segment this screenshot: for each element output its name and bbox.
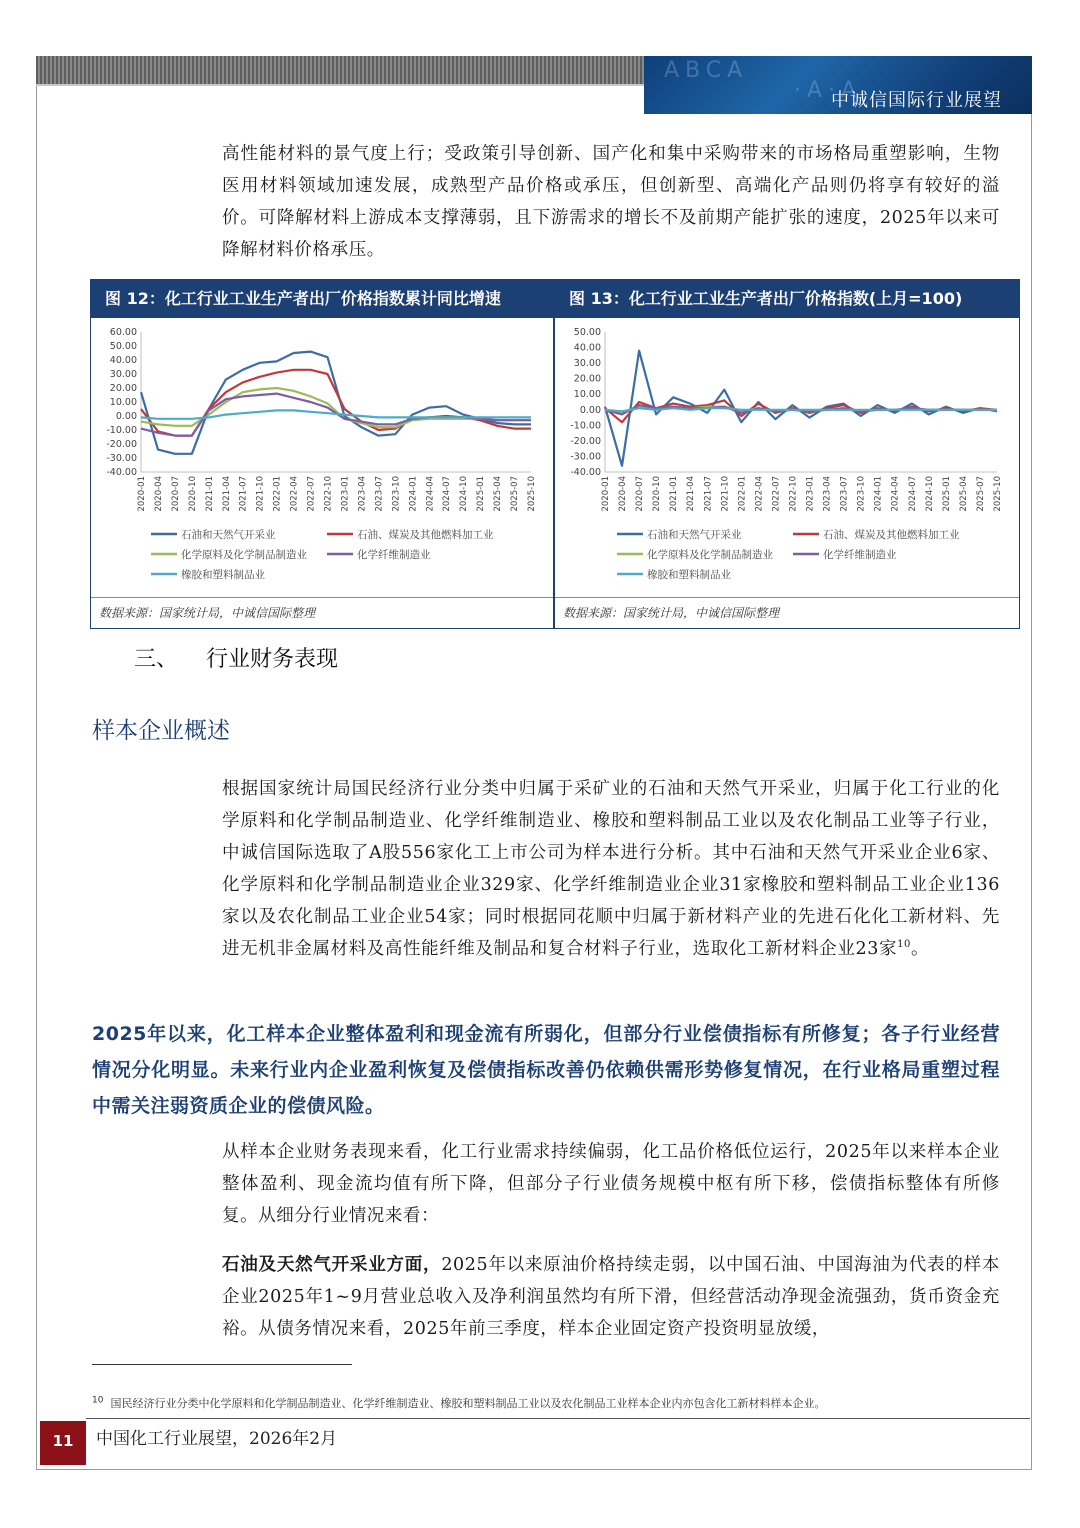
x-tick-label: 2021-10: [720, 476, 731, 512]
y-tick-label: -40.00: [570, 467, 601, 478]
x-tick-label: 2023-10: [856, 476, 867, 512]
legend-label: 石油、煤炭及其他燃料加工业: [357, 529, 494, 541]
y-tick-label: 50.00: [573, 327, 601, 338]
y-tick-label: -10.00: [570, 420, 601, 432]
figure-13-source: 数据来源：国家统计局，中诚信国际整理: [555, 597, 1019, 628]
header-stripe: [36, 56, 646, 84]
x-tick-label: 2024-07: [907, 476, 918, 512]
x-tick-label: 2025-01: [941, 476, 952, 512]
x-tick-label: 2024-07: [442, 476, 453, 512]
x-tick-label: 2023-01: [340, 476, 351, 512]
x-tick-label: 2021-04: [221, 476, 232, 512]
x-tick-label: 2023-04: [822, 476, 833, 512]
x-tick-label: 2022-10: [323, 476, 334, 512]
x-tick-label: 2020-07: [170, 476, 181, 512]
header-stripe-line: [36, 84, 646, 86]
x-tick-label: 2024-01: [408, 476, 419, 512]
x-tick-label: 2025-10: [527, 476, 537, 512]
y-tick-label: -20.00: [570, 435, 601, 447]
legend-label: 橡胶和塑料制品业: [647, 569, 731, 581]
y-tick-label: -10.00: [106, 425, 137, 436]
x-tick-label: 2022-07: [771, 476, 782, 512]
x-tick-label: 2021-01: [669, 476, 680, 512]
x-tick-label: 2020-07: [635, 476, 646, 512]
x-tick-label: 2024-10: [924, 476, 935, 512]
x-tick-label: 2021-07: [703, 476, 714, 512]
x-tick-label: 2023-07: [839, 476, 850, 512]
section-title: 行业财务表现: [206, 647, 339, 672]
figure-13: [554, 279, 1020, 629]
x-tick-label: 2020-04: [618, 476, 629, 512]
x-tick-label: 2022-07: [306, 476, 317, 512]
figure-12: [90, 279, 554, 629]
footnote-text: 国民经济行业分类中化学原料和化学制品制造业、化学纤维制造业、橡胶和塑料制品工业以及农化制品工业样本企业内亦包含化工新材料样本企业。: [110, 1397, 826, 1410]
y-tick-label: 20.00: [573, 373, 601, 385]
section-heading: [134, 642, 338, 673]
x-tick-label: 2024-01: [873, 476, 884, 512]
y-tick-label: 60.00: [109, 327, 137, 338]
x-tick-label: 2020-10: [187, 476, 198, 512]
x-tick-label: 2022-10: [788, 476, 799, 512]
header-banner: [644, 56, 1032, 114]
x-tick-label: 2024-10: [459, 476, 470, 512]
figure-12-chart: [91, 320, 553, 600]
y-tick-label: -40.00: [106, 467, 137, 478]
x-tick-label: 2020-10: [652, 476, 663, 512]
y-tick-label: 0.00: [579, 404, 601, 416]
footnote-number: 10: [92, 1395, 104, 1406]
figure-13-chart: [555, 320, 1019, 600]
legend-label: 石油和天然气开采业: [181, 529, 276, 541]
y-tick-label: 40.00: [573, 342, 601, 354]
y-tick-label: 10.00: [109, 397, 137, 408]
header-title: 中诚信国际行业展望: [831, 90, 1002, 111]
oil-gas-paragraph: [222, 1249, 1000, 1345]
legend-label: 化学原料及化学制品制造业: [647, 549, 773, 561]
x-tick-label: 2021-04: [686, 476, 697, 512]
oil-gas-lead: 石油及天然气开采业方面，: [222, 1255, 442, 1275]
x-tick-label: 2025-07: [510, 476, 521, 512]
page-header: [36, 56, 1032, 114]
x-tick-label: 2022-01: [737, 476, 748, 512]
figure-12-source: 数据来源：国家统计局，中诚信国际整理: [91, 597, 553, 628]
x-tick-label: 2025-01: [476, 476, 487, 512]
x-tick-label: 2025-07: [975, 476, 986, 512]
figure-12-title: 图 12：化工行业工业生产者出厂价格指数累计同比增速: [91, 280, 553, 318]
x-tick-label: 2022-04: [754, 476, 765, 512]
key-finding-paragraph: 2025年以来，化工样本企业整体盈利和现金流有所弱化，但部分行业偿债指标有所修复；各子行业经营情况分化明显。未来行业内企业盈利恢复及偿债指标改善仍依赖供需形势修复情况，在行业格局重塑过程中需关注弱资质企业的偿债风险。: [92, 1023, 1000, 1117]
figure-13-title: 图 13：化工行业工业生产者出厂价格指数(上月=100): [555, 280, 1019, 318]
footnote-divider: [92, 1364, 352, 1365]
y-tick-label: 50.00: [109, 341, 137, 352]
x-tick-label: 2022-04: [289, 476, 300, 512]
x-tick-label: 2023-01: [805, 476, 816, 512]
x-tick-label: 2021-01: [204, 476, 215, 512]
x-tick-label: 2020-04: [153, 476, 164, 512]
footnote: [92, 1395, 1002, 1411]
y-tick-label: 30.00: [109, 369, 137, 380]
sample-overview-text: 根据国家统计局国民经济行业分类中归属于采矿业的石油和天然气开采业，归属于化工行业的化学原料和化学制品制造业、化学纤维制造业、橡胶和塑料制品工业以及农化制品工业等子行业，中诚信国际选取了A股556家化工上市公司为样本进行分析。其中石油和天然气开采业企业6家、化学原料和化学制品制造业企业329家、化学纤维制造业企业31家橡胶和塑料制品工业企业136家以及农化制品工业企业54家；同时根据同花顺中归属于新材料产业的先进石化化工新材料、先进无机非金属材料及高性能纤维及制品和复合材料子行业，选取化工新材料企业23家: [222, 779, 1000, 959]
x-tick-label: 2023-10: [391, 476, 402, 512]
section-number: 三、: [134, 647, 179, 672]
sample-overview-end: 。: [911, 939, 930, 959]
x-tick-label: 2021-07: [238, 476, 249, 512]
x-tick-label: 2025-10: [993, 476, 1003, 512]
footnote-ref[interactable]: 10: [897, 939, 912, 951]
y-tick-label: 20.00: [109, 383, 137, 394]
footer-divider: [86, 1418, 1030, 1419]
x-tick-label: 2025-04: [958, 476, 969, 512]
legend-label: 化学原料及化学制品制造业: [181, 549, 307, 561]
y-tick-label: -30.00: [570, 451, 601, 463]
subsection-title: 样本企业概述: [92, 718, 230, 744]
intro-paragraph: 高性能材料的景气度上行；受政策引导创新、国产化和集中采购带来的市场格局重塑影响，生物医用材料领域加速发展，成熟型产品价格或承压，但创新型、高端化产品则仍将享有较好的溢价。可降解材料上游成本支撑薄弱，且下游需求的增长不及前期产能扩张的速度，2025年以来可降解材料价格承压。: [222, 144, 1000, 260]
x-tick-label: 2025-04: [493, 476, 504, 512]
legend-label: 化学纤维制造业: [357, 549, 431, 561]
x-tick-label: 2024-04: [425, 476, 436, 512]
page-number: 11: [40, 1421, 86, 1465]
footer-text: 中国化工行业展望，2026年2月: [96, 1429, 338, 1449]
legend-label: 石油、煤炭及其他燃料加工业: [823, 529, 960, 541]
x-tick-label: 2020-01: [601, 476, 611, 512]
sample-overview-paragraph: [222, 773, 1000, 965]
x-tick-label: 2021-10: [255, 476, 266, 512]
legend-label: 石油和天然气开采业: [647, 529, 742, 541]
y-tick-label: -20.00: [106, 439, 137, 450]
oil-gas-text: 2025年以来原油价格持续走弱，以中国石油、中国海油为代表的样本企业2025年1~9月营业总收入及净利润虽然均有所下滑，但经营活动净现金流强劲，货币资金充裕。从债务情况来看，2025年前三季度，样本企业固定资产投资明显放缓，: [222, 1255, 1001, 1339]
banner-decoration: ABCA: [664, 58, 749, 83]
y-tick-label: 0.00: [115, 411, 137, 422]
y-tick-label: -30.00: [106, 453, 137, 464]
y-tick-label: 30.00: [573, 358, 601, 370]
x-tick-label: 2024-04: [890, 476, 901, 512]
y-tick-label: 10.00: [573, 389, 601, 401]
legend-label: 橡胶和塑料制品业: [181, 569, 265, 581]
series-line: [141, 352, 531, 454]
x-tick-label: 2020-01: [137, 476, 147, 512]
x-tick-label: 2023-04: [357, 476, 368, 512]
y-tick-label: 40.00: [109, 355, 137, 366]
legend-label: 化学纤维制造业: [823, 549, 897, 561]
financial-performance-paragraph: 从样本企业财务表现来看，化工行业需求持续偏弱，化工品价格低位运行，2025年以来样本企业整体盈利、现金流均值有所下降，但部分子行业债务规模中枢有所下移，偿债指标整体有所修复。从细分行业情况来看：: [222, 1142, 1000, 1226]
banner-decoration: ·A·A: [794, 78, 863, 103]
x-tick-label: 2023-07: [374, 476, 385, 512]
x-tick-label: 2022-01: [272, 476, 283, 512]
